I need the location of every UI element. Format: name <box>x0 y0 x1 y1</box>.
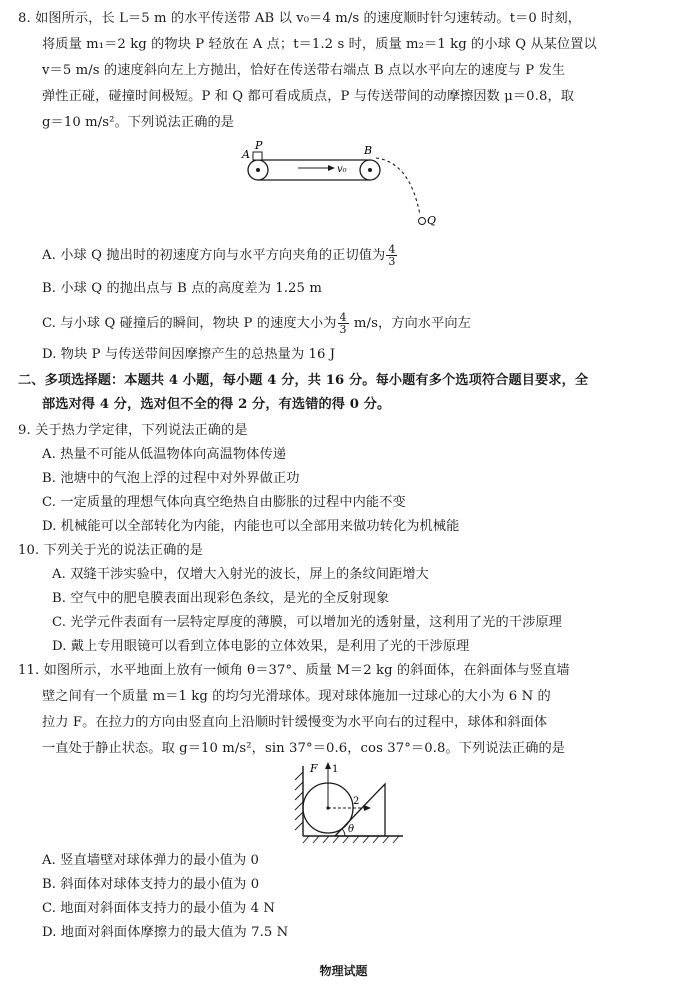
q11-incline-figure <box>285 760 410 845</box>
q8-option-a <box>42 244 398 267</box>
q10-stem: 10. 下列关于光的说法正确的是 <box>18 543 204 558</box>
q8-option-d: D. 物块 P 与传送带间因摩擦产生的总热量为 16 J <box>42 347 336 362</box>
q11-option-c: C. 地面对斜面体支持力的最小值为 4 N <box>42 901 276 916</box>
label-a: A <box>242 148 250 161</box>
q8-option-c-fraction <box>338 312 349 335</box>
label-theta: θ <box>348 824 355 835</box>
q8-option-c-pre: C. 与小球 Q 碰撞后的瞬间，物块 P 的速度大小为 <box>42 316 337 331</box>
q9-option-b: B. 池塘中的气泡上浮的过程中对外界做正功 <box>42 471 300 486</box>
q11-option-a: A. 竖直墙壁对球体弹力的最小值为 0 <box>42 853 260 868</box>
q10-option-a: A. 双缝干涉实验中，仅增大入射光的波长，屏上的条纹间距增大 <box>52 567 429 582</box>
q9-option-d: D. 机械能可以全部转化为内能，内能也可以全部用来做功转化为机械能 <box>42 519 460 534</box>
q8-option-c-numerator: 4 <box>339 311 347 324</box>
q9-stem: 9. 关于热力学定律，下列说法正确的是 <box>18 423 248 438</box>
q10-option-b: B. 空气中的肥皂膜表面出现彩色条纹，是光的全反射现象 <box>52 591 390 606</box>
q8-option-c <box>42 312 471 335</box>
q9-option-a: A. 热量不可能从低温物体向高温物体传递 <box>42 447 287 462</box>
ball-trajectory <box>376 158 420 215</box>
ball-q <box>419 218 426 225</box>
q8-option-a-fraction <box>386 244 397 267</box>
q8-stem-line-1: 8. 如图所示，长 L＝5 m 的水平传送带 AB 以 v₀＝4 m/s 的速度顺时针匀速转动。t＝0 时刻， <box>18 11 582 26</box>
q8-conveyor-figure <box>240 140 440 240</box>
q11-option-d: D. 地面对斜面体摩擦力的最大值为 7.5 N <box>42 925 289 940</box>
ground-hatching <box>303 836 399 843</box>
q8-option-a-text: A. 小球 Q 抛出时的初速度方向与水平方向夹角的正切值为 <box>42 248 386 263</box>
angle-arc <box>342 829 345 836</box>
q8-stem-line-2: 将质量 m₁＝2 kg 的物块 P 轻放在 A 点；t＝1.2 s 时，质量 m₂＝1 kg 的小球 Q 从某位置以 <box>42 37 597 52</box>
q11-stem-line-4: 一直处于静止状态。取 g＝10 m/s²，sin 37°＝0.6，cos 37°＝0.8。下列说法正确的是 <box>42 741 566 756</box>
force-arrow-2-head <box>364 805 371 811</box>
q11-stem-line-1: 11. 如图所示，水平地面上放有一倾角 θ＝37°、质量 M＝2 kg 的斜面体，在斜面体与竖直墙 <box>18 663 570 678</box>
left-pulley-axle <box>256 168 260 172</box>
label-f: F <box>310 762 318 775</box>
force-arrow-1-head <box>325 762 331 769</box>
q8-option-b: B. 小球 Q 的抛出点与 B 点的高度差为 1.25 m <box>42 281 322 296</box>
label-b: B <box>364 144 373 157</box>
block-p <box>253 152 262 160</box>
right-pulley-axle <box>368 168 372 172</box>
q8-option-a-numerator: 4 <box>388 243 396 256</box>
q9-option-c: C. 一定质量的理想气体向真空绝热自由膨胀的过程中内能不变 <box>42 495 406 510</box>
q8-option-c-denominator: 3 <box>339 323 347 336</box>
q11-stem-line-2: 壁之间有一个质量 m＝1 kg 的均匀光滑球体。现对球体施加一过球心的大小为 6 N 的 <box>42 689 551 704</box>
label-1: 1 <box>332 764 339 775</box>
wall-hatching <box>295 772 303 830</box>
section2-header-line-1: 二、多项选择题：本题共 4 小题，每小题 4 分，共 16 分。每小题有多个选项符合题目要求，全 <box>18 373 589 388</box>
q10-option-d: D. 戴上专用眼镜可以看到立体电影的立体效果，是利用了光的干涉原理 <box>52 639 470 654</box>
label-q: Q <box>427 214 437 227</box>
q8-stem-line-5: g＝10 m/s²。下列说法正确的是 <box>42 115 235 130</box>
velocity-arrow-head <box>328 165 335 171</box>
q10-option-c: C. 光学元件表面有一层特定厚度的薄膜，可以增加光的透射量，这利用了光的干涉原理 <box>52 615 562 630</box>
label-p: P <box>255 139 263 152</box>
q11-option-b: B. 斜面体对球体支持力的最小值为 0 <box>42 877 260 892</box>
label-v0: v₀ <box>337 164 347 175</box>
q8-option-a-denominator: 3 <box>388 255 396 268</box>
q11-stem-line-3: 拉力 F。在拉力的方向由竖直向上沿顺时针缓慢变为水平向右的过程中，球体和斜面体 <box>42 715 548 730</box>
q8-stem-line-3: v＝5 m/s 的速度斜向左上方抛出，恰好在传送带右端点 B 点以水平向左的速度与 P 发生 <box>42 63 566 78</box>
label-2: 2 <box>353 796 360 807</box>
footer-title: 物理试题 <box>319 964 368 978</box>
q8-option-c-post: m/s，方向水平向左 <box>349 316 471 331</box>
q8-stem-line-4: 弹性正碰，碰撞时间极短。P 和 Q 都可看成质点，P 与传送带间的动摩擦因数 μ＝0.8，取 <box>42 89 575 104</box>
section2-header-line-2: 部选对得 4 分，选对但不全的得 2 分，有选错的得 0 分。 <box>42 397 391 412</box>
